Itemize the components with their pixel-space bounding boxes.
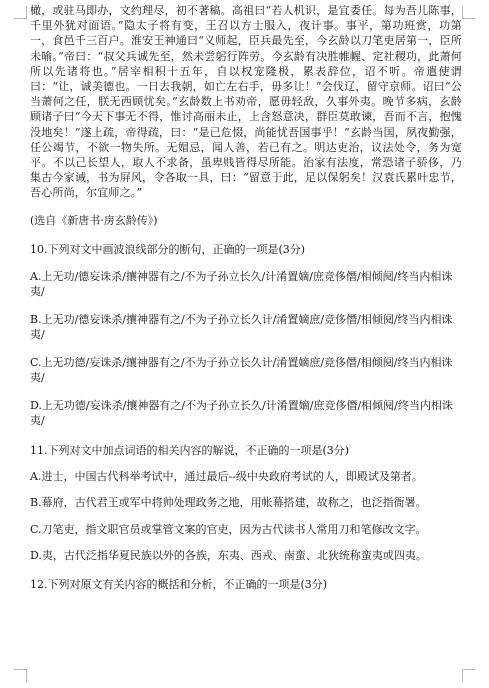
question-11-option-b: B.幕府，古代君王或军中将帅处理政务之地，用帐幕搭建，故称之，也泛指衙署。 <box>30 496 427 510</box>
crop-mark-bottom-right <box>462 669 475 682</box>
question-10-option-c: C.上无功德/妄诛杀/攘神器有之/不为子孙立长久计/淆置嫡庶/竞侈僭/相倾阋/终当内相诛夷/ <box>30 355 453 385</box>
passage-source: (选自《新唐书·房玄龄传》) <box>30 213 158 227</box>
crop-mark-top-right <box>462 6 475 19</box>
question-11-stem: 11.下列对文中加点词语的相关内容的解说，不正确的一项是(3分) <box>30 443 350 457</box>
crop-mark-bottom-left <box>14 669 27 682</box>
crop-mark-top-left <box>14 6 27 19</box>
question-11-option-a: A.进士，中国古代科举考试中，通过最后--级中央政府考试的人，即殿试及第者。 <box>30 469 423 483</box>
question-11-option-d: D.夷，古代泛指华夏民族以外的各族，东夷、西戎、南蛮、北狄统称蛮夷或四夷。 <box>30 549 427 563</box>
document-content <box>30 3 462 592</box>
question-10-option-d: D.上无功德/妄诛杀/攘神器有之/不为子孙立长久/计淆置嫡/庶竞侈僭/相倾阋/终当内相诛夷/ <box>30 398 453 428</box>
question-10-option-b: B.上无功/德妄诛杀/攘神器有之/不为子孙立长久计/淆置嫡庶/竞侈僭/相倾阋/终当内相诛夷/ <box>30 312 453 342</box>
passage-text: 橄，或驻马即办，文约理尽，初不著稿。高祖曰“若人机识，是宜委任。每为吾儿陈事，千里外犹对面语。”隐太子将有变，王召以方士服入，夜计事。事平，第功班赏，功第一，食邑千三百户。淮安王神通曰“义师起，臣兵最先至，今玄龄以刀笔吏居第一，臣所未喻。”帝曰：“叔父兵诚先至，然未尝躬行阵劳。今玄龄有决胜帷幄、定社稷功，此萧何所以先诸将也。”居宰相积十五年，自以权宠隆极，累表辞位，诏不听。帝遣使谓曰：“让，诚美德也。一日去我朝，如亡左右手，毋多让！”会伐辽，留守京师。诏曰“公当萧何之任，朕无西顾忧矣。”玄龄数上书劝帝，愿毋轻敌，久事外夷。晚节多病，玄龄顾诸子曰“今天下事无不得，惟讨高丽未止，上含怒意决，群臣莫敢谏，吾而不言，抱愧没地矣！”遂上疏，帝得疏，曰：“是已危惙，尚能忧吾国事乎！”玄龄当国，夙夜勤强，任公竭节，不欲一物失所。无媢忌，闻人善，若已有之。明达吏治，议法处令，务为宽平。不以己长望人，取人不求备，虽卑贱皆得尽所能。治家有法度，常恐诸子骄侈，乃集古今家诫，书为屏风，令各取一具，曰：“留意于此，足以保躬矣！汉袁氏累叶忠节，吾心所尚，尔宜师之。” <box>30 4 462 200</box>
question-10-option-a: A.上无功/德妄诛杀/攘神器有之/不为子孙立长久/计淆置嫡/庶竞侈僭/相倾阋/终当内相诛夷/ <box>30 269 453 299</box>
question-11-option-c: C.刀笔吏，指文职官员或掌管文案的官吏，因为古代读书人常用刀和笔修改文字。 <box>30 522 427 536</box>
question-10-stem: 10.下列对文中画波浪线部分的断句，正确的一项是(3分) <box>30 242 306 256</box>
question-12-stem: 12.下列对原文有关内容的概括和分析，不正确的一项是(3分) <box>30 577 328 591</box>
